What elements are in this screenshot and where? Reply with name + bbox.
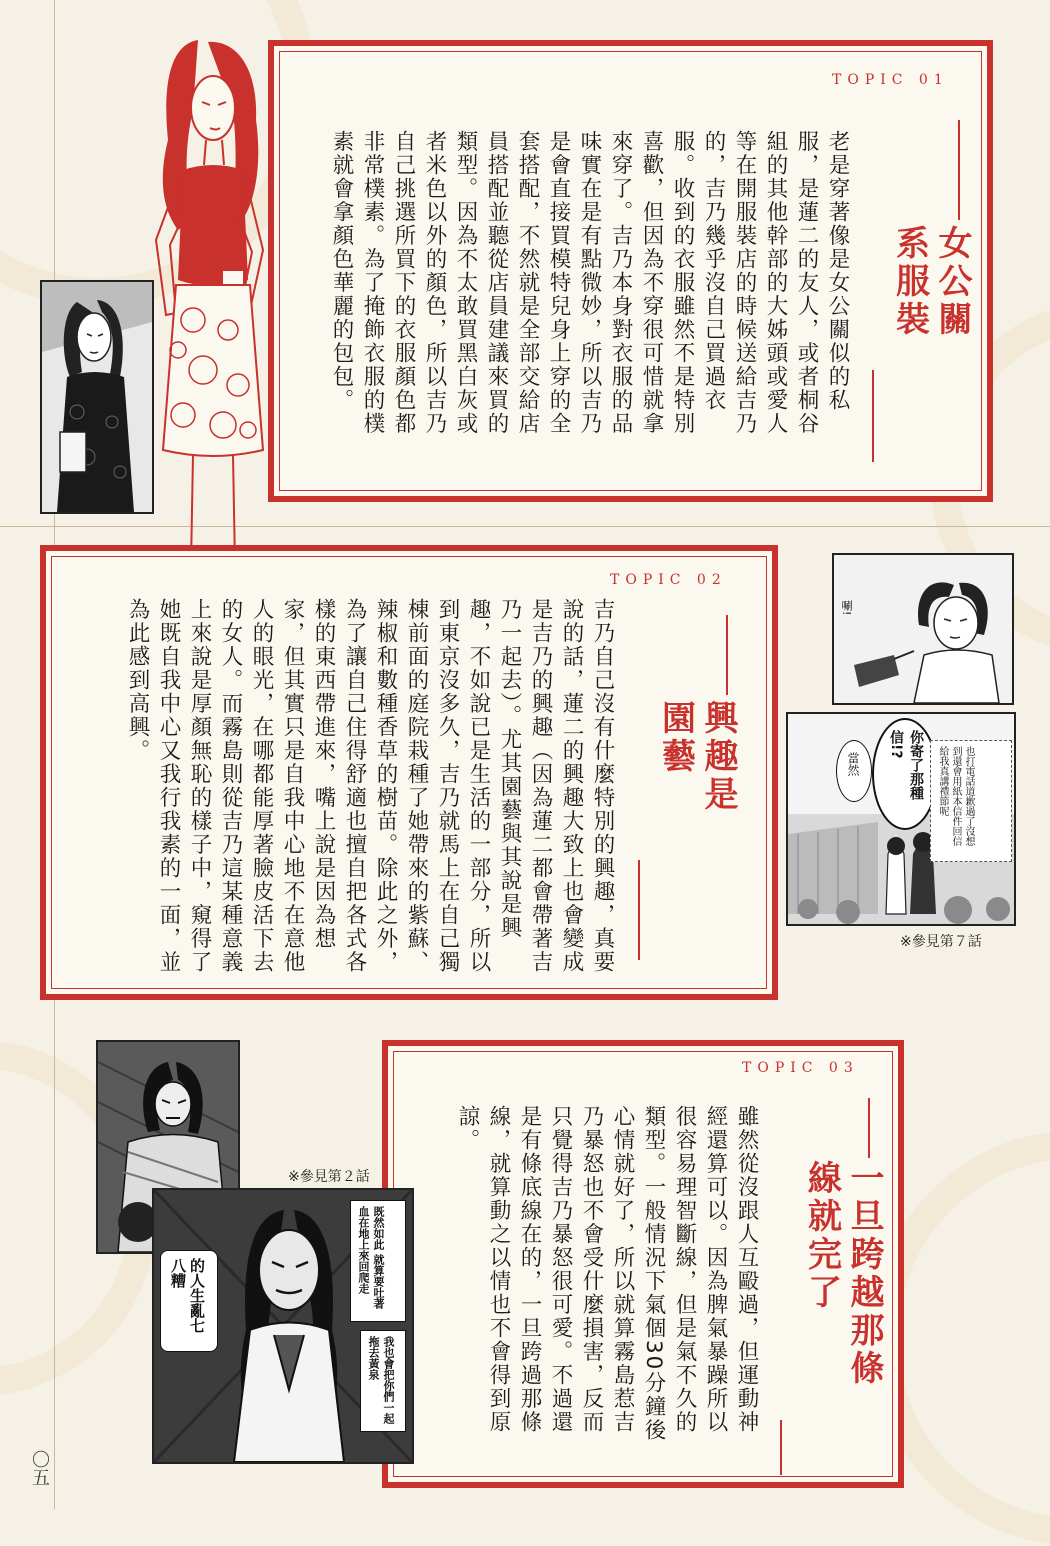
- topic-02-divider-top: [726, 615, 728, 695]
- topic-03-body: 雖然從沒跟人互毆過，但運動神經還算可以。因為脾氣暴躁所以很容易理智斷線，但是氣不久的類型。一般情況下氣個30分鐘後心情就好了，所以就算霧島惹吉乃暴怒也不會受什麼損害，反而只覺得吉乃暴怒很可愛。不過還是有條底線在的，一旦跨過那條線，就算動之以情也不會得到原諒。: [455, 1105, 759, 1442]
- topic-03-label: TOPIC 03: [742, 1060, 859, 1076]
- topic-03-divider-top: [868, 1098, 870, 1158]
- page-number: 〇五: [29, 1450, 50, 1486]
- topic-02-divider-bottom: [638, 860, 640, 960]
- topic-01-title: 女公關系服裝: [889, 225, 972, 339]
- topic-01-divider-bottom: [872, 370, 874, 462]
- topic-01-body: 老是穿著像是女公關似的私服，是蓮二的友人，或者桐谷組的其他幹部的大姊頭或愛人等在開服裝店的時候送給吉乃的，吉乃幾乎沒自己買過衣服。收到的衣服雖然不是特別喜歡，但因為不穿很可惜就拿來穿了。吉乃本身對衣服的品味實在是有點微妙，所以吉乃是會直接買模特兒身上穿的全套搭配，不然就是全部交給店員搭配並聽從店員建議來買的類型。因為不太敢買黑白灰或者米色以外的顏色，所以吉乃自己挑選所買下的衣服顏色都非常樸素。為了掩飾衣服的樸素就會拿顏色華麗的包包。: [329, 130, 850, 436]
- topic-02-label: TOPIC 02: [610, 572, 727, 588]
- bubble-text-1: 你寄了那種信!?: [888, 730, 924, 800]
- sfx-swish: 唰!: [840, 600, 853, 616]
- topic-01-label: TOPIC 01: [832, 72, 949, 88]
- manga-panel-black-dress: [40, 280, 154, 514]
- bubble-ep2-text-1: 既然如此 就算要吐著血在地上來回爬走: [357, 1206, 385, 1309]
- bubble-text-2: 當然: [846, 752, 860, 776]
- topic-02-title: 興趣是園藝: [655, 700, 738, 814]
- caption-ref-ep7: ※參見第７話: [900, 934, 982, 950]
- bubble-ep2-text-2: 我也會把你們一起拖去黃泉: [367, 1336, 395, 1424]
- bubble-text-3: 也打電話道歉過了沒想到還會用紙本信件回信給我真講禮節呢: [937, 746, 974, 846]
- topic-01-divider-top: [958, 120, 960, 220]
- topic-03-title: 一旦跨越那條線就完了: [801, 1160, 884, 1388]
- manga-panel-ep7-top: [832, 553, 1014, 705]
- topic-03-divider-bottom: [780, 1420, 782, 1475]
- caption-ref-ep2: ※參見第２話: [288, 1169, 370, 1185]
- topic-02-body: 吉乃自己沒有什麼特別的興趣，真要說的話，蓮二的興趣大致上也會變成是吉乃的興趣（因為蓮二都會帶著吉乃一起去）。尤其園藝與其說是興趣，不如說已是生活的一部分，所以到東京沒多久，吉乃就馬上在自己獨棟前面的庭院栽種了她帶來的紫蘇、辣椒和數種香草的樹苗。除此之外，為了讓自己住得舒適也擅自把各式各樣的東西帶進來，嘴上說是因為想家，但其實只是自我中心地不在意他人的眼光，在哪都能厚著臉皮活下去的女人。而霧島則從吉乃這某種意義上來說是厚顏無恥的樣子中，窺得了她既自我中心又我行我素的一面，並為此感到高興。: [125, 598, 615, 974]
- bubble-ep2-text-3: 的人生亂七八糟: [169, 1258, 206, 1333]
